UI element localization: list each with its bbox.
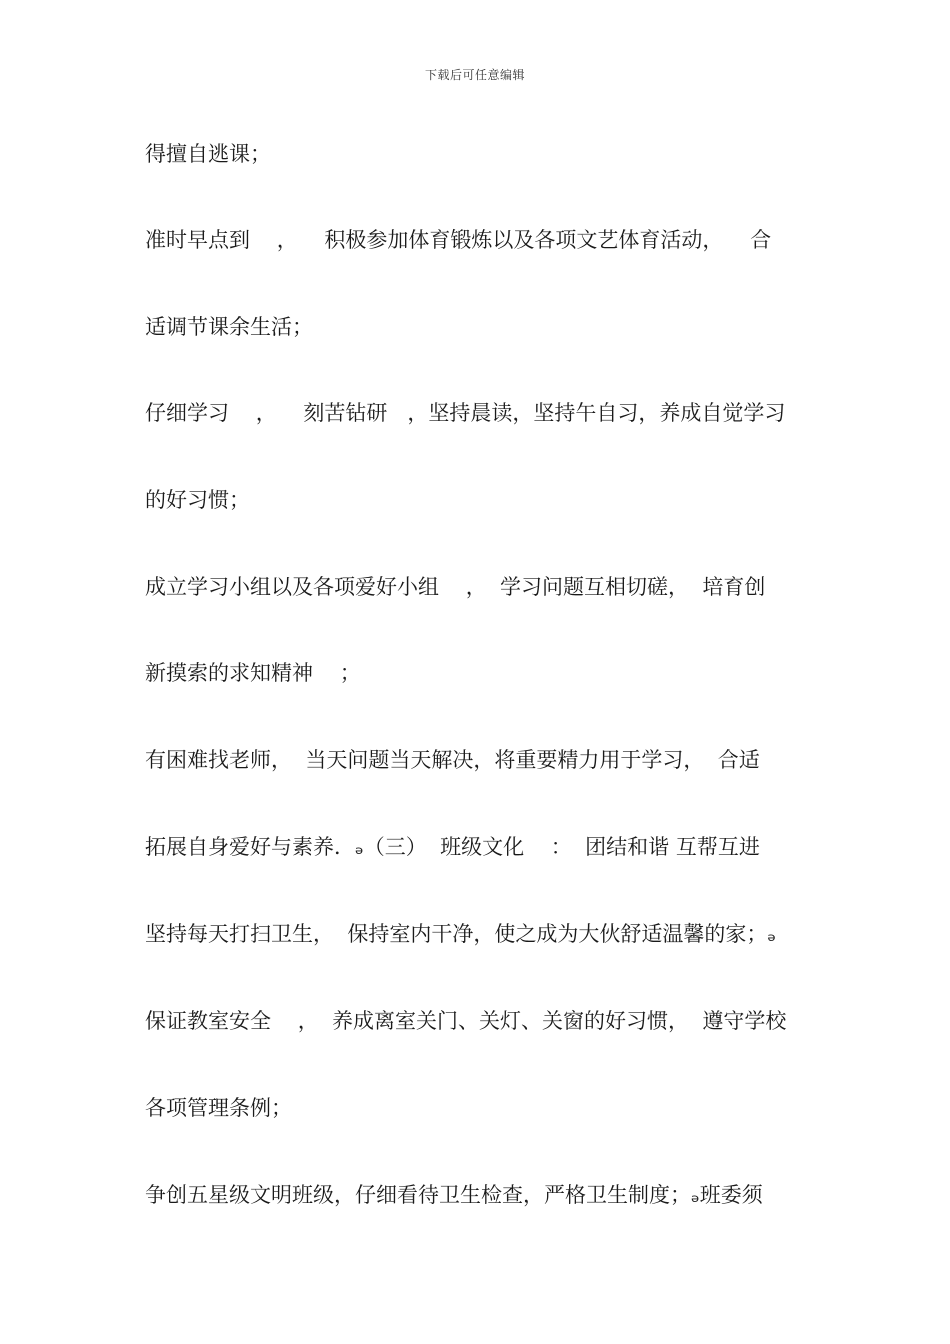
- body-line: 适调节课余生活；: [145, 315, 313, 339]
- body-line: 成立学习小组以及各项爱好小组 ， 学习问题互相切磋， 培育创: [145, 575, 766, 599]
- body-line: 保证教室安全 ， 养成离室关门、关灯、关窗的好习惯， 遵守学校: [145, 1009, 787, 1033]
- body-line: 有困难找老师， 当天问题当天解决，将重要精力用于学习， 合适: [145, 748, 760, 772]
- body-line: 新摸索的求知精神 ；: [145, 661, 361, 685]
- body-line: 拓展自身爱好与素养．ₔ（三） 班级文化 ： 团结和谐 互帮互进: [145, 835, 760, 859]
- body-line: 仔细学习 ， 刻苦钻研 ，坚持晨读，坚持午自习，养成自觉学习: [145, 401, 786, 425]
- body-line: 的好习惯；: [145, 488, 250, 512]
- body-line: 各项管理条例；: [145, 1096, 292, 1120]
- page-header: 下载后可任意编辑: [424, 68, 525, 82]
- body-line: 坚持每天打扫卫生， 保持室内干净，使之成为大伙舒适温馨的家；ₔ: [145, 922, 777, 946]
- body-line: 准时早点到 ， 积极参加体育锻炼以及各项文艺体育活动， 合: [145, 228, 772, 252]
- body-line: 得擅自逃课；: [145, 142, 271, 166]
- body-line: 争创五星级文明班级，仔细看待卫生检查，严格卫生制度；ₔ班委须: [145, 1183, 763, 1207]
